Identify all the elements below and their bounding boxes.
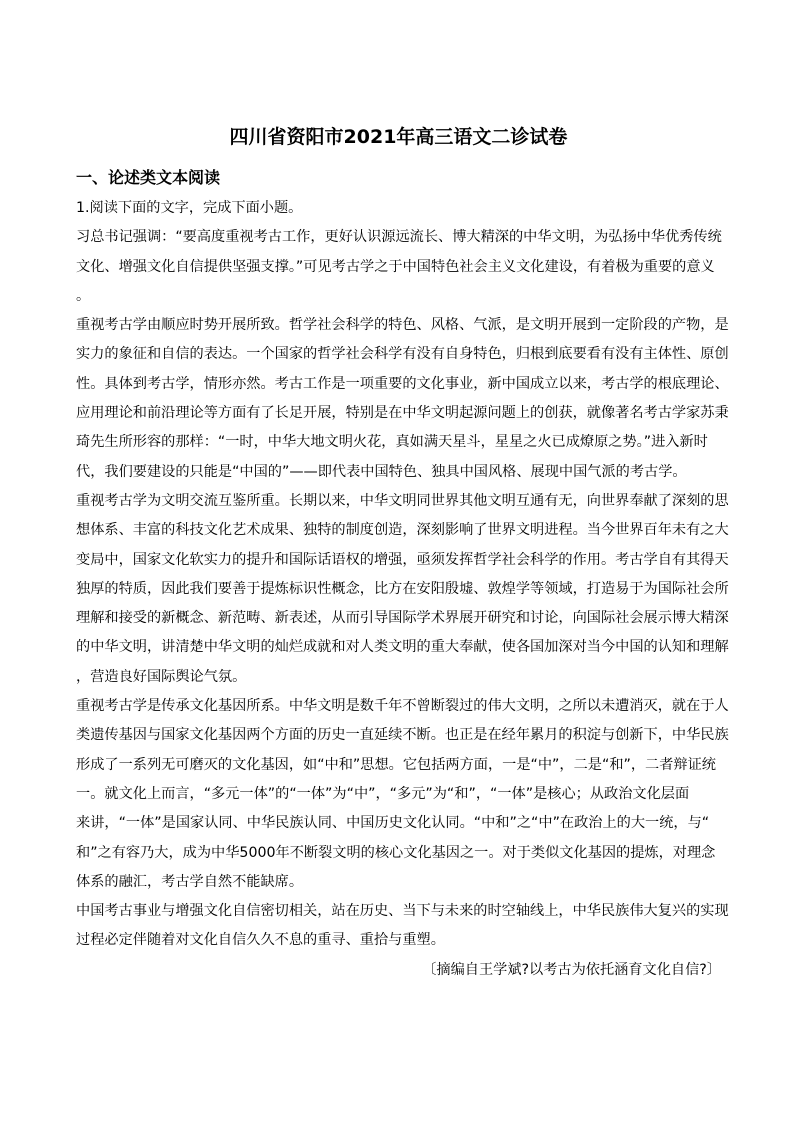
- passage-line: 。: [76, 287, 91, 304]
- passage-line: 文化、增强文化自信提供坚强支撑。”可见考古学之于中国特色社会主义文化建设，有着极为重要的意义: [76, 258, 715, 275]
- passage-line: 理解和接受的新概念、新范畴、新表述，从而引导国际学术界展开研究和讨论，向国际社会展示博大精深: [76, 610, 729, 627]
- section-heading: 一、论述类文本阅读: [76, 168, 221, 187]
- passage-line: ，营造良好国际舆论气氛。: [76, 668, 247, 685]
- question-prompt: 1.阅读下面的文字，完成下面小题。: [76, 200, 303, 216]
- passage-line: 体系的融汇，考古学自然不能缺席。: [76, 873, 304, 890]
- passage-line: 的中华文明，讲清楚中华文明的灿烂成就和对人类文明的重大奉献，使各国加深对当今中国的认知和理解: [76, 639, 729, 656]
- passage-line: 中国考古事业与增强文化自信密切相关，站在历史、当下与未来的时空轴线上，中华民族伟大复兴的实现: [76, 903, 729, 920]
- source-citation: 〔摘编自王学斌?以考古为依托涵育文化自信?〕: [422, 961, 721, 978]
- passage-line: 和”之有容乃大，成为中华5000年不断裂文明的核心文化基因之一。对于类似文化基因的提炼，对理念: [76, 844, 716, 861]
- passage-line: 一。就文化上而言，“多元一体”的“一体”为“中”，“多元”为“和”，“一体”是核心；从政治文化层面: [76, 785, 690, 802]
- passage-line: 重视考古学是传承文化基因所系。中华文明是数千年不曾断裂过的伟大文明，之所以未遭消灭，就在于人: [76, 698, 729, 715]
- passage-line: 变局中，国家文化软实力的提升和国际话语权的增强，亟须发挥哲学社会科学的作用。考古学自有其得天: [76, 551, 729, 568]
- passage-line: 实力的象征和自信的表达。一个国家的哲学社会科学有没有自身特色，归根到底要看有没有主体性、原创: [76, 346, 729, 363]
- passage-line: 重视考古学由顺应时势开展所致。哲学社会科学的特色、风格、气派，是文明开展到一定阶段的产物，是: [76, 317, 729, 334]
- page-title: 四川省资阳市2021年高三语文二诊试卷: [229, 126, 568, 148]
- passage-line: 应用理论和前沿理论等方面有了长足开展，特别是在中华文明起源问题上的创获，就像著名考古学家苏秉: [76, 405, 729, 422]
- passage-line: 重视考古学为文明交流互鉴所重。长期以来，中华文明同世界其他文明互通有无，向世界奉献了深刻的思: [76, 492, 729, 509]
- passage-line: 形成了一系列无可磨灭的文化基因，如“中和”思想。它包括两方面，一是“中”，二是“和”，二者辩证统: [76, 756, 716, 773]
- passage-line: 过程必定伴随着对文化自信久久不息的重寻、重拾与重塑。: [76, 932, 445, 949]
- passage-line: 性。具体到考古学，情形亦然。考古工作是一项重要的文化事业，新中国成立以来，考古学的根底理论、: [76, 375, 729, 392]
- passage: [76, 223, 729, 955]
- passage-line: 类遗传基因与国家文化基因两个方面的历史一直延续不断。也正是在经年累月的积淀与创新下，中华民族: [76, 727, 729, 744]
- passage-line: 习总书记强调：“要高度重视考古工作，更好认识源远流长、博大精深的中华文明，为弘扬中华优秀传统: [76, 229, 722, 246]
- passage-line: 想体系、丰富的科技文化艺术成果、独特的制度创造，深刻影响了世界文明进程。当今世界百年未有之大: [76, 522, 729, 539]
- passage-line: 琦先生所形容的那样：“一时，中华大地文明火花，真如满天星斗，星星之火已成燎原之势。”进入新时: [76, 434, 708, 451]
- passage-line: 代，我们要建设的只能是“中国的”——即代表中国特色、独具中国风格、展现中国气派的考古学。: [76, 463, 687, 480]
- passage-line: 来讲，“一体”是国家认同、中华民族认同、中国历史文化认同。“中和”之“中”在政治上的大一统，与“: [76, 815, 710, 832]
- passage-line: 独厚的特质，因此我们要善于提炼标识性概念，比方在安阳殷墟、敦煌学等领域，打造易于为国际社会所: [76, 580, 729, 597]
